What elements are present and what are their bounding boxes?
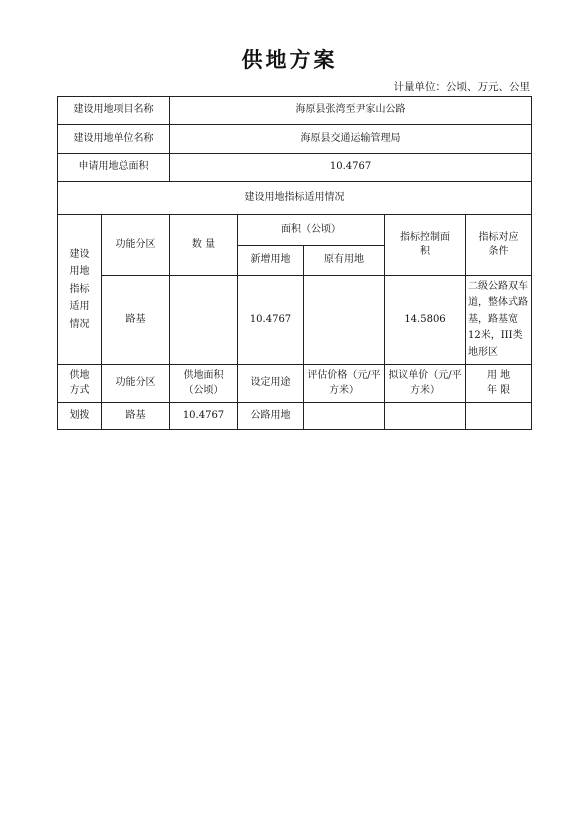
indicator-col-area: 面积（公顷） — [238, 215, 385, 246]
applicant-unit-value: 海原县交通运输管理局 — [170, 125, 532, 154]
supply-col-area: 供地面积（公顷） — [170, 365, 238, 403]
indicator-row-label: 建设用地指标适用情况 — [58, 215, 102, 365]
applicant-unit-label: 建设用地单位名称 — [58, 125, 170, 154]
indicator-existing-value — [304, 276, 385, 365]
project-name-value: 海原县张湾至尹家山公路 — [170, 97, 532, 125]
supply-method-value: 划拨 — [58, 403, 102, 430]
supply-col-use: 设定用途 — [238, 365, 304, 403]
supply-term-value — [466, 403, 532, 430]
land-supply-table — [57, 96, 532, 430]
indicator-quantity-value — [170, 276, 238, 365]
indicator-new-value: 10.4767 — [238, 276, 304, 365]
supply-use-value: 公路用地 — [238, 403, 304, 430]
indicator-col-function: 功能分区 — [102, 215, 170, 276]
supply-area-value: 10.4767 — [170, 403, 238, 430]
indicator-col-quantity: 数 量 — [170, 215, 238, 276]
supply-price-value — [304, 403, 385, 430]
supply-col-term: 用 地 年 限 — [466, 365, 532, 403]
indicator-col-control: 指标控制面积 — [385, 215, 466, 276]
indicator-col-new: 新增用地 — [238, 246, 304, 276]
indicator-condition-value: 二级公路双车道，整体式路基，路基宽12米，III类地形区 — [466, 276, 532, 365]
indicator-function-value: 路基 — [102, 276, 170, 365]
unit-note: 计量单位：公顷、万元、公里 — [393, 81, 530, 93]
total-area-value: 10.4767 — [170, 154, 532, 182]
page-title: 供地方案 — [241, 48, 338, 72]
supply-col-price: 评估价格（元/平方米） — [304, 365, 385, 403]
total-area-label: 申请用地总面积 — [58, 154, 170, 182]
indicator-section-title: 建设用地指标适用情况 — [58, 182, 532, 215]
project-name-label: 建设用地项目名称 — [58, 97, 170, 125]
indicator-control-value: 14.5806 — [385, 276, 466, 365]
supply-col-method: 供地方式 — [58, 365, 102, 403]
supply-col-function: 功能分区 — [102, 365, 170, 403]
supply-unit-price-value — [385, 403, 466, 430]
indicator-col-condition: 指标对应条件 — [466, 215, 532, 276]
supply-function-value: 路基 — [102, 403, 170, 430]
supply-col-unit-price: 拟议单价（元/平方米） — [385, 365, 466, 403]
indicator-col-existing: 原有用地 — [304, 246, 385, 276]
